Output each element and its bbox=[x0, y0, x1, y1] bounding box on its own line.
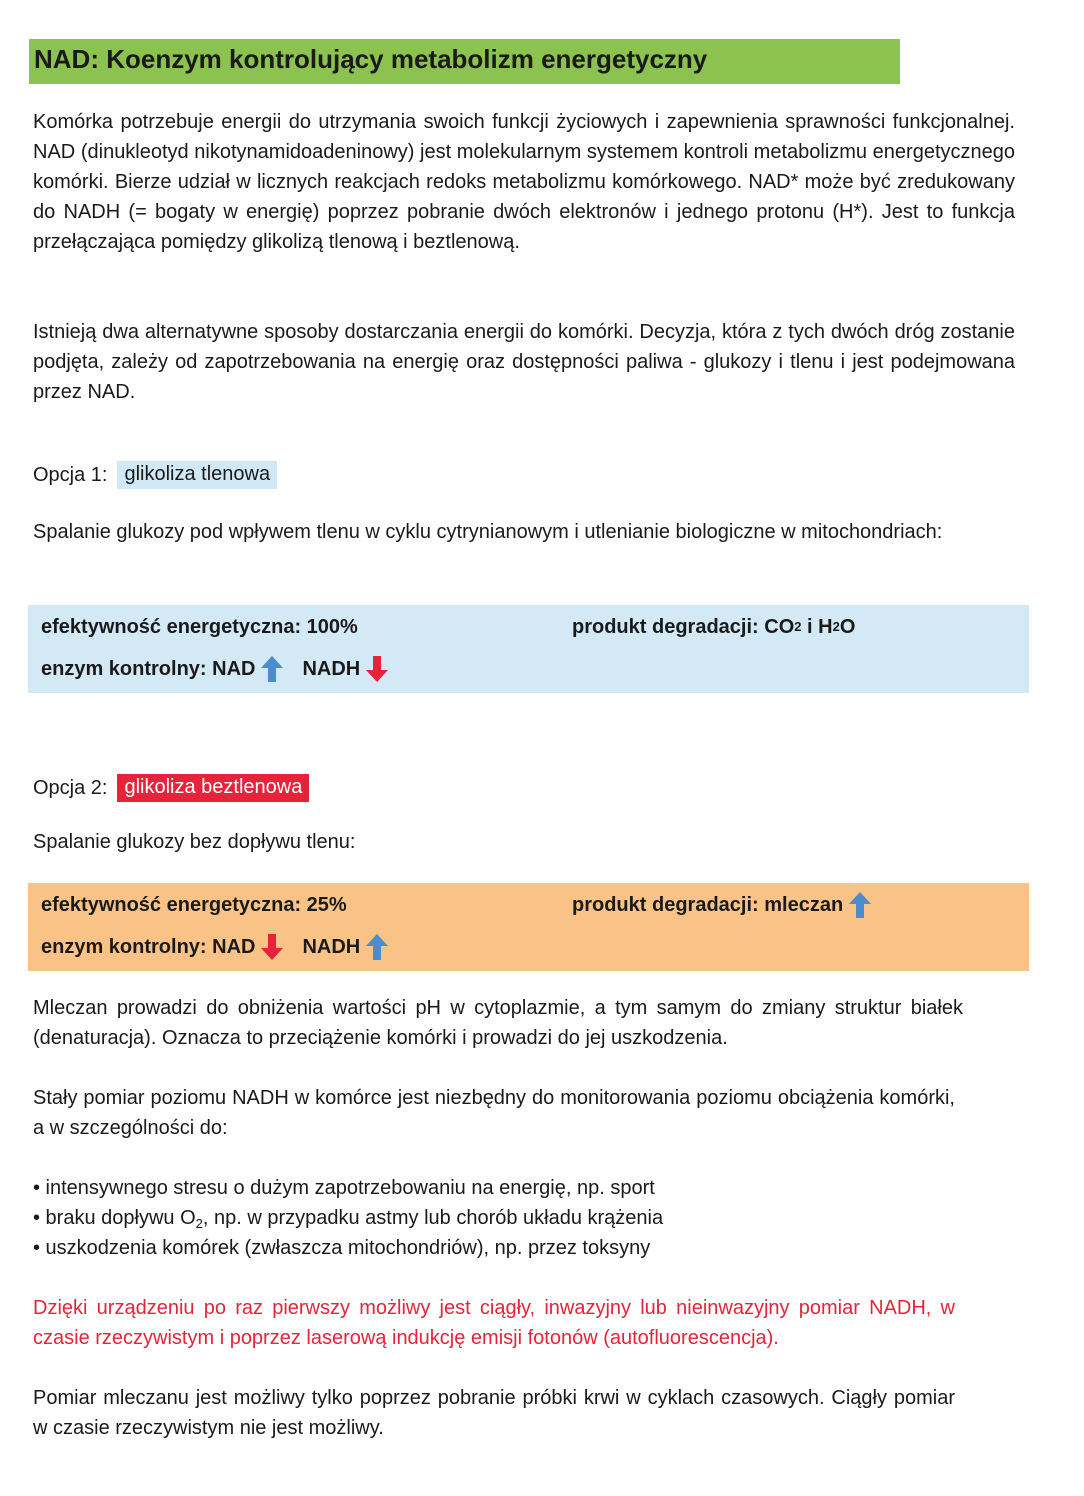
up-arrow-icon bbox=[365, 933, 389, 961]
page-title: NAD: Koenzym kontrolujący metabolizm energetyczny bbox=[29, 39, 900, 84]
option1-label: Opcja 1: bbox=[33, 463, 108, 486]
option1-product-prefix: produkt degradacji: CO bbox=[572, 615, 795, 638]
up-arrow-icon bbox=[260, 655, 284, 683]
list-item bbox=[33, 1203, 663, 1233]
option1-product-suffix: O bbox=[839, 615, 856, 638]
option2-efficiency: efektywność energetyczna: 25% bbox=[41, 893, 347, 916]
measurement-paragraph: Stały pomiar poziomu NADH w komórce jest niezbędny do monitorowania poziomu obciążenia komórki, a w szczególności do: bbox=[33, 1087, 955, 1139]
list-item2-prefix: • braku dopływu O bbox=[33, 1207, 196, 1229]
option2-product bbox=[572, 890, 872, 920]
option2-product-label: produkt degradacji: mleczan bbox=[572, 893, 844, 916]
option2-enzyme bbox=[41, 932, 389, 962]
option2-nadh-label: NADH bbox=[302, 935, 361, 958]
option1-enzyme-label: enzym kontrolny: NAD bbox=[41, 657, 256, 680]
option1-product: produkt degradacji: CO 2 i H 2 O bbox=[572, 615, 856, 638]
list-item: • uszkodzenia komórek (zwłaszcza mitochondriów), np. przez toksyny bbox=[33, 1237, 651, 1259]
option1-description: Spalanie glukozy pod wpływem tlenu w cyklu cytrynianowym i utlenianie biologiczne w mitochondriach: bbox=[33, 521, 943, 543]
option1-enzyme bbox=[41, 654, 389, 684]
up-arrow-icon bbox=[848, 891, 872, 919]
option1-efficiency: efektywność energetyczna: 100% bbox=[41, 615, 358, 638]
device-highlight-paragraph: Dzięki urządzeniu po raz pierwszy możliwy jest ciągły, inwazyjny lub nieinwazyjny pomiar NADH, w czasie rzeczywistym i poprzez laserową indukcję emisji fotonów (autofluorescencja). bbox=[33, 1297, 955, 1349]
option2-tag: glikoliza beztlenowa bbox=[117, 774, 309, 802]
option1-info-box bbox=[28, 605, 1029, 693]
option1-tag: glikoliza tlenowa bbox=[117, 461, 277, 489]
option2-info-box bbox=[28, 883, 1029, 971]
option2-header bbox=[33, 772, 309, 804]
option2-description: Spalanie glukozy bez dopływu tlenu: bbox=[33, 831, 356, 853]
option1-product-mid: i H bbox=[801, 615, 833, 638]
alternatives-paragraph: Istnieją dwa alternatywne sposoby dostarczania energii do komórki. Decyzja, która z tych dwóch dróg zostanie podjęta, zależy od zapotrzebowania na energię oraz dostępności paliwa - glukozy i tlenu i jest podejmowana przez NAD. bbox=[33, 321, 1015, 403]
stress-list bbox=[33, 1173, 663, 1263]
option1-nadh-label: NADH bbox=[302, 657, 361, 680]
down-arrow-icon bbox=[260, 933, 284, 961]
option1-header bbox=[33, 459, 277, 491]
option2-label: Opcja 2: bbox=[33, 776, 108, 799]
intro-paragraph: Komórka potrzebuje energii do utrzymania swoich funkcji życiowych i zapewnienia sprawności funkcjonalnej. NAD (dinukleotyd nikotynamidoadeninowy) jest molekularnym systemem kontroli metabolizmu energetycznego komórki. Bierze udział w licznych reakcjach redoks metabolizmu komórkowego. NAD* może być zredukowany do NADH (= bogaty w energię) poprzez pobranie dwóch elektronów i jednego protonu (H*). Jest to funkcja przełączająca pomiędzy glikolizą tlenową i beztlenową. bbox=[33, 111, 1015, 253]
list-item2-sub: 2 bbox=[195, 1216, 203, 1231]
list-item: • intensywnego stresu o dużym zapotrzebowaniu na energię, np. sport bbox=[33, 1177, 655, 1199]
list-item2-suffix: , np. w przypadku astmy lub chorób układu krążenia bbox=[202, 1207, 664, 1229]
down-arrow-icon bbox=[365, 655, 389, 683]
lactate-paragraph: Mleczan prowadzi do obniżenia wartości pH w cytoplazmie, a tym samym do zmiany struktur białek (denaturacja). Oznacza to przeciążenie komórki i prowadzi do jej uszkodzenia. bbox=[33, 997, 963, 1049]
lactate-measurement-paragraph: Pomiar mleczanu jest możliwy tylko poprzez pobranie próbki krwi w cyklach czasowych. Ciągły pomiar w czasie rzeczywistym nie jest możliwy. bbox=[33, 1387, 955, 1439]
option2-enzyme-label: enzym kontrolny: NAD bbox=[41, 935, 256, 958]
